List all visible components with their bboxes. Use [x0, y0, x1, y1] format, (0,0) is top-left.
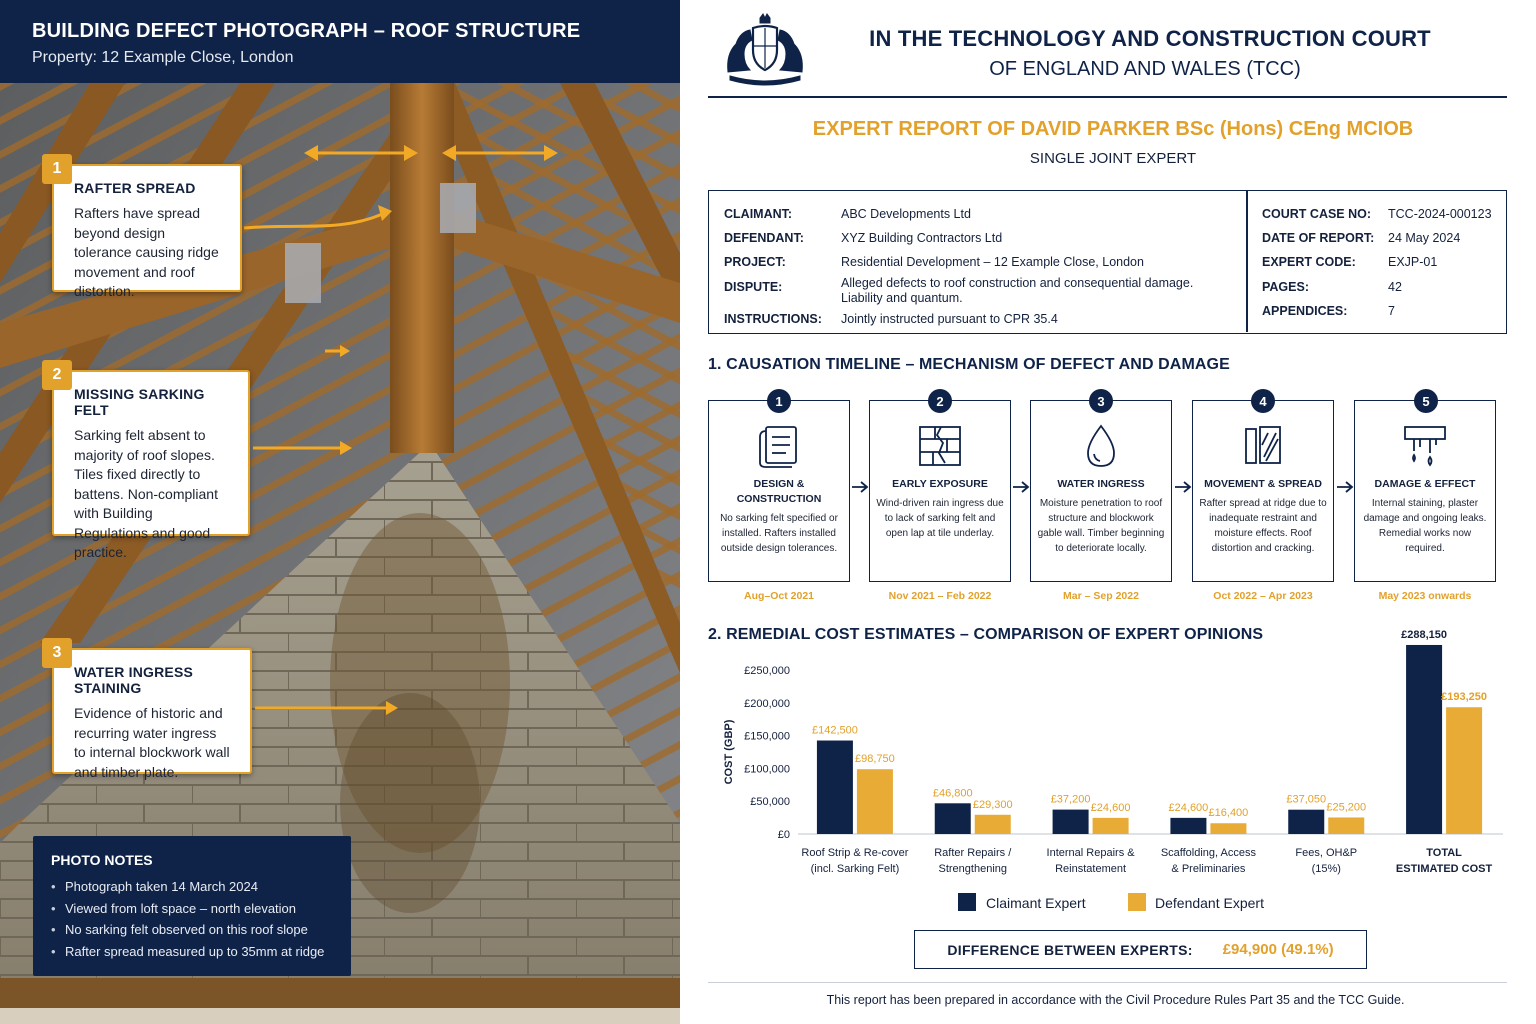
arrow-right-icon — [1012, 480, 1030, 494]
timeline-card-text: Moisture penetration to roof structure and blockwork gable wall. Timber beginning to deteriorate locally. — [1037, 498, 1165, 554]
expert-code-value: EXJP-01 — [1388, 255, 1438, 269]
bar-defendant — [857, 769, 893, 834]
defendant-label: DEFENDANT: — [724, 231, 804, 245]
case-number-value: TCC-2024-000123 — [1388, 207, 1492, 221]
bar-value-label: £16,400 — [1208, 807, 1249, 820]
bar-claimant — [1288, 810, 1324, 834]
timeline-card-title: DAMAGE & EFFECT — [1374, 478, 1476, 490]
appendices-value: 7 — [1388, 304, 1395, 318]
timeline-date: Mar – Sep 2022 — [1063, 590, 1139, 602]
dispute-label: DISPUTE: — [724, 280, 783, 294]
bar-defendant — [1093, 818, 1129, 834]
claimant-value: ABC Developments Ltd — [841, 207, 971, 221]
legend-swatch-claimant — [958, 893, 976, 911]
x-tick-label: (incl. Sarking Felt) — [810, 863, 900, 875]
x-tick-label: Roof Strip & Re-cover — [801, 847, 909, 859]
y-tick-label: £100,000 — [744, 763, 790, 776]
bar-value-label: £29,300 — [972, 798, 1013, 811]
timeline-card-design-construction — [708, 400, 850, 582]
cracked-tiles-icon — [915, 423, 965, 469]
timeline-step-number: 4 — [1251, 389, 1275, 413]
defect-photo-panel — [0, 0, 680, 1024]
project-value: Residential Development – 12 Example Close, London — [841, 255, 1144, 269]
callout-body: Rafters have spread beyond design tolerance causing ridge movement and roof distortion. — [74, 205, 219, 299]
bar-claimant — [817, 741, 853, 834]
photo-title: BUILDING DEFECT PHOTOGRAPH – ROOF STRUCTURE — [32, 20, 581, 42]
appendices-label: APPENDICES: — [1262, 304, 1348, 318]
timeline-card-water-ingress — [1030, 400, 1172, 582]
timeline-section-title: 1. CAUSATION TIMELINE – MECHANISM OF DEFECT AND DAMAGE — [708, 356, 1230, 373]
case-details-divider — [1246, 191, 1248, 332]
timeline-card-text: Wind-driven rain ingress due to lack of sarking felt and open lap at tile underlay. — [876, 498, 1004, 539]
callout-rafter-spread — [52, 160, 242, 299]
bar-claimant — [935, 803, 971, 834]
expert-code-label: EXPERT CODE: — [1262, 255, 1356, 269]
photo-note-item: • Viewed from loft space – north elevation — [51, 898, 333, 920]
timeline-date: Oct 2022 – Apr 2023 — [1213, 590, 1313, 602]
callout-title: WATER INGRESS STAINING — [74, 664, 194, 696]
photo-notes-list — [51, 876, 333, 962]
legend-label-defendant: Defendant Expert — [1155, 895, 1264, 911]
callout-number: 1 — [42, 154, 72, 184]
x-tick-label: Rafter Repairs / — [934, 847, 1012, 859]
timeline-card-movement-spread — [1192, 400, 1334, 582]
timeline-date: Aug–Oct 2021 — [743, 590, 815, 602]
report-title: EXPERT REPORT OF DAVID PARKER BSc (Hons) CEng MCIOB — [812, 118, 1414, 140]
callout-title: MISSING SARKING FELT — [74, 386, 205, 418]
court-jurisdiction: OF ENGLAND AND WALES (TCC) — [989, 58, 1301, 80]
report-date-label: DATE OF REPORT: — [1262, 231, 1375, 245]
bar-value-label: £288,150 — [1401, 628, 1448, 641]
instructions-label: INSTRUCTIONS: — [724, 312, 822, 326]
report-date-value: 24 May 2024 — [1388, 231, 1461, 245]
bar-value-label: £193,250 — [1441, 691, 1488, 704]
photo-notes-box — [33, 836, 351, 976]
callout-number: 2 — [42, 360, 72, 390]
difference-value: £94,900 (49.1%) — [1222, 941, 1334, 958]
timeline-date: May 2023 onwards — [1378, 590, 1472, 602]
timeline-card-text: No sarking felt specified or installed. Rafters installed outside design tolerances. — [720, 513, 838, 554]
callout-body: Evidence of historic and recurring water ingress to internal blockwork wall and timber plate. — [74, 705, 230, 780]
x-tick-label: (15%) — [1311, 863, 1341, 875]
x-tick-label: ESTIMATED COST — [1395, 863, 1493, 875]
instructions-value: Jointly instructed pursuant to CPR 35.4 — [841, 312, 1058, 326]
timeline-card-text: Internal staining, plaster damage and ongoing leaks. Remedial works now required. — [1363, 498, 1487, 554]
arrow-right-icon — [1174, 480, 1192, 494]
pages-value: 42 — [1388, 280, 1402, 294]
project-label: PROJECT: — [724, 255, 786, 269]
callout-body: Sarking felt absent to majority of roof slopes. Tiles fixed directly to battens. Non-compliant with Building Regulations and good practice. — [74, 427, 218, 560]
bar-claimant — [1406, 645, 1442, 834]
water-drop-icon — [1076, 423, 1126, 469]
header-divider — [708, 96, 1507, 98]
photo-note-item: • No sarking felt observed on this roof slope — [51, 919, 333, 941]
x-tick-label: Reinstatement — [1055, 863, 1127, 875]
bar-claimant — [1170, 818, 1206, 834]
photo-subtitle: Property: 12 Example Close, London — [32, 49, 294, 66]
x-tick-label: Strengthening — [938, 863, 1007, 875]
bar-defendant — [975, 815, 1011, 834]
dispute-value: Alleged defects to roof construction and consequential damage. Liability and quantum. — [841, 276, 1194, 305]
bar-value-label: £24,600 — [1168, 801, 1209, 814]
y-tick-label: £50,000 — [750, 796, 790, 809]
y-tick-label: £0 — [777, 829, 790, 841]
timeline-card-early-exposure — [869, 400, 1011, 582]
y-tick-label: £250,000 — [744, 665, 790, 677]
x-tick-label: TOTAL — [1426, 847, 1462, 859]
x-tick-label: & Preliminaries — [1171, 863, 1246, 875]
document-roll-icon — [754, 423, 804, 469]
bar-value-label: £46,800 — [932, 787, 973, 800]
bar-value-label: £37,200 — [1050, 793, 1091, 806]
bar-value-label: £142,500 — [811, 724, 858, 737]
claimant-label: CLAIMANT: — [724, 207, 793, 221]
case-details-table — [708, 190, 1507, 334]
difference-label: DIFFERENCE BETWEEN EXPERTS: — [947, 941, 1193, 958]
bar-value-label: £25,200 — [1326, 801, 1367, 814]
timeline-card-damage-effect — [1354, 400, 1496, 582]
legend-swatch-defendant — [1128, 893, 1146, 911]
arrow-right-icon — [851, 480, 869, 494]
x-tick-label: Fees, OH&P — [1295, 847, 1358, 859]
x-tick-label: Scaffolding, Access — [1160, 847, 1257, 859]
y-axis-label: COST (GBP) — [723, 719, 735, 785]
y-tick-label: £150,000 — [744, 730, 790, 743]
costs-section-title: 2. REMEDIAL COST ESTIMATES – COMPARISON OF EXPERT OPINIONS — [708, 626, 1264, 643]
callout-water-ingress-staining — [52, 644, 252, 780]
timeline-step-number: 3 — [1089, 389, 1113, 413]
timeline-date: Nov 2021 – Feb 2022 — [888, 590, 992, 602]
callout-title: RAFTER SPREAD — [74, 180, 196, 196]
timeline-step-number: 1 — [767, 389, 791, 413]
defendant-value: XYZ Building Contractors Ltd — [841, 231, 1003, 245]
report-footer: This report has been prepared in accordance with the Civil Procedure Rules Part 35 and the TCC Guide. — [826, 993, 1405, 1007]
timeline-step-number: 5 — [1414, 389, 1438, 413]
y-tick-label: £200,000 — [744, 697, 790, 710]
footer-divider — [708, 982, 1507, 983]
bar-defendant — [1446, 707, 1482, 834]
expert-difference-box — [914, 930, 1367, 969]
timeline-card-title: MOVEMENT & SPREAD — [1204, 478, 1322, 490]
callout-number: 3 — [42, 638, 72, 668]
bar-value-label: £24,600 — [1090, 801, 1131, 814]
timeline-card-title: EARLY EXPOSURE — [892, 478, 988, 490]
case-number-label: COURT CASE NO: — [1262, 207, 1372, 221]
report-subtitle: SINGLE JOINT EXPERT — [1029, 150, 1197, 167]
royal-coat-of-arms-icon — [722, 14, 808, 84]
bar-value-label: £98,750 — [855, 753, 895, 766]
timeline-step-number: 2 — [928, 389, 952, 413]
photo-note-item: • Rafter spread measured up to 35mm at ridge — [51, 941, 333, 963]
leaking-ceiling-icon — [1400, 423, 1450, 469]
distorted-frame-icon — [1238, 423, 1288, 469]
pages-label: PAGES: — [1262, 280, 1309, 294]
bar-defendant — [1328, 817, 1364, 834]
legend-label-claimant: Claimant Expert — [986, 895, 1086, 911]
photo-notes-title: PHOTO NOTES — [51, 852, 153, 868]
x-tick-label: Internal Repairs & — [1046, 847, 1135, 859]
timeline-card-title: DESIGN & CONSTRUCTION — [736, 478, 822, 505]
bar-defendant — [1210, 823, 1246, 834]
arrow-right-icon — [1336, 480, 1354, 494]
timeline-card-text: Rafter spread at ridge due to inadequate restraint and moisture effects. Roof distortion and cracking. — [1199, 498, 1327, 554]
timeline-card-title: WATER INGRESS — [1057, 478, 1145, 490]
court-name: IN THE TECHNOLOGY AND CONSTRUCTION COURT — [869, 26, 1431, 51]
photo-note-item: • Photograph taken 14 March 2024 — [51, 876, 333, 898]
bar-value-label: £37,050 — [1286, 793, 1327, 806]
callout-missing-sarking-felt — [52, 366, 250, 560]
photo-header — [0, 0, 680, 83]
bar-claimant — [1053, 810, 1089, 834]
